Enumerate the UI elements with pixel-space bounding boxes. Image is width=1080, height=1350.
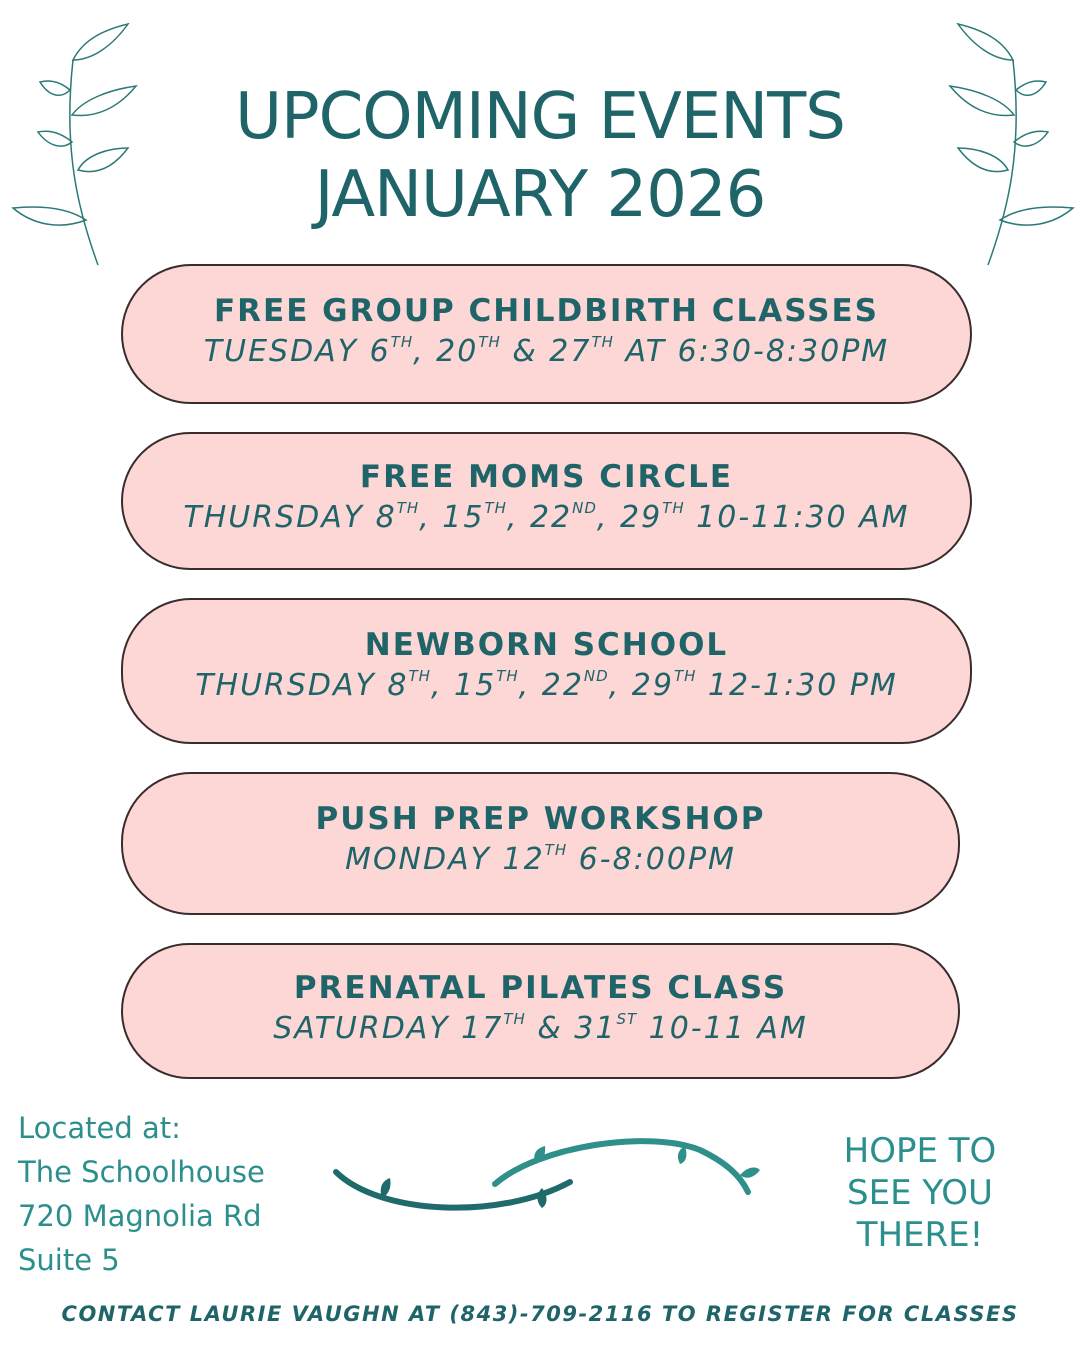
event-schedule — [123, 499, 970, 535]
event-schedule — [123, 333, 970, 369]
title-line-month: JANUARY 2026 — [314, 158, 766, 232]
schedule-text: THURSDAY 8 — [195, 668, 409, 703]
page-title — [0, 78, 1080, 234]
ordinal-suffix: TH — [408, 667, 431, 685]
schedule-text: , 22 — [506, 500, 573, 535]
contact-line: CONTACT LAURIE VAUGHN AT (843)-709-2116 TO REGISTER FOR CLASSES — [61, 1302, 1019, 1326]
event-card — [121, 598, 972, 744]
closing-line: HOPE TO — [843, 1131, 997, 1171]
event-title: FREE GROUP CHILDBIRTH CLASSES — [213, 293, 880, 329]
schedule-text: , 20 — [413, 334, 479, 369]
ordinal-suffix: TH — [673, 667, 697, 685]
schedule-text: , 15 — [419, 500, 485, 535]
ordinal-suffix: TH — [484, 499, 507, 517]
event-card — [121, 264, 972, 404]
title-line-events: UPCOMING EVENTS — [235, 80, 845, 154]
event-title: PUSH PREP WORKSHOP — [315, 801, 766, 837]
schedule-text: SATURDAY 17 — [273, 1011, 504, 1046]
event-schedule — [123, 667, 970, 703]
closing-message — [800, 1130, 1040, 1256]
event-card — [121, 772, 960, 915]
ordinal-suffix: ND — [572, 499, 597, 517]
ordinal-suffix: TH — [591, 333, 614, 351]
event-title: FREE MOMS CIRCLE — [359, 459, 734, 495]
event-card — [121, 943, 960, 1079]
event-title: NEWBORN SCHOOL — [364, 627, 729, 663]
event-card — [121, 432, 972, 570]
schedule-text: , 29 — [596, 500, 663, 535]
location-label: Located at: — [18, 1111, 181, 1145]
event-title: PRENATAL PILATES CLASS — [293, 970, 788, 1006]
schedule-text: TUESDAY 6 — [203, 334, 391, 369]
schedule-text: MONDAY 12 — [345, 842, 545, 877]
schedule-text: 6-8:00PM — [567, 842, 736, 877]
ordinal-suffix: TH — [496, 667, 519, 685]
ordinal-suffix: TH — [478, 333, 501, 351]
vine-swoosh-icon — [320, 1120, 770, 1240]
schedule-text: & 31 — [525, 1011, 617, 1046]
ordinal-suffix: ST — [616, 1010, 638, 1028]
schedule-text: , 15 — [430, 668, 497, 703]
schedule-text: 12-1:30 PM — [696, 668, 898, 703]
location-street: 720 Magnolia Rd — [18, 1199, 262, 1233]
ordinal-suffix: TH — [390, 333, 414, 351]
ordinal-suffix: TH — [662, 499, 685, 517]
schedule-text: 10-11 AM — [637, 1011, 808, 1046]
event-schedule — [123, 1010, 958, 1046]
ordinal-suffix: TH — [544, 841, 568, 859]
schedule-text: AT 6:30-8:30PM — [613, 334, 890, 369]
ordinal-suffix: ND — [583, 667, 609, 685]
location-block — [18, 1106, 265, 1282]
schedule-text: & 27 — [500, 334, 592, 369]
location-name: The Schoolhouse — [18, 1155, 265, 1189]
ordinal-suffix: TH — [503, 1010, 526, 1028]
closing-line: SEE YOU — [847, 1173, 993, 1213]
ordinal-suffix: TH — [396, 499, 420, 517]
location-suite: Suite 5 — [18, 1243, 120, 1277]
schedule-text: , 22 — [518, 668, 584, 703]
schedule-text: 10-11:30 AM — [684, 500, 910, 535]
closing-line: THERE! — [856, 1215, 984, 1255]
schedule-text: , 29 — [608, 668, 674, 703]
event-schedule — [123, 841, 958, 877]
schedule-text: THURSDAY 8 — [183, 500, 397, 535]
